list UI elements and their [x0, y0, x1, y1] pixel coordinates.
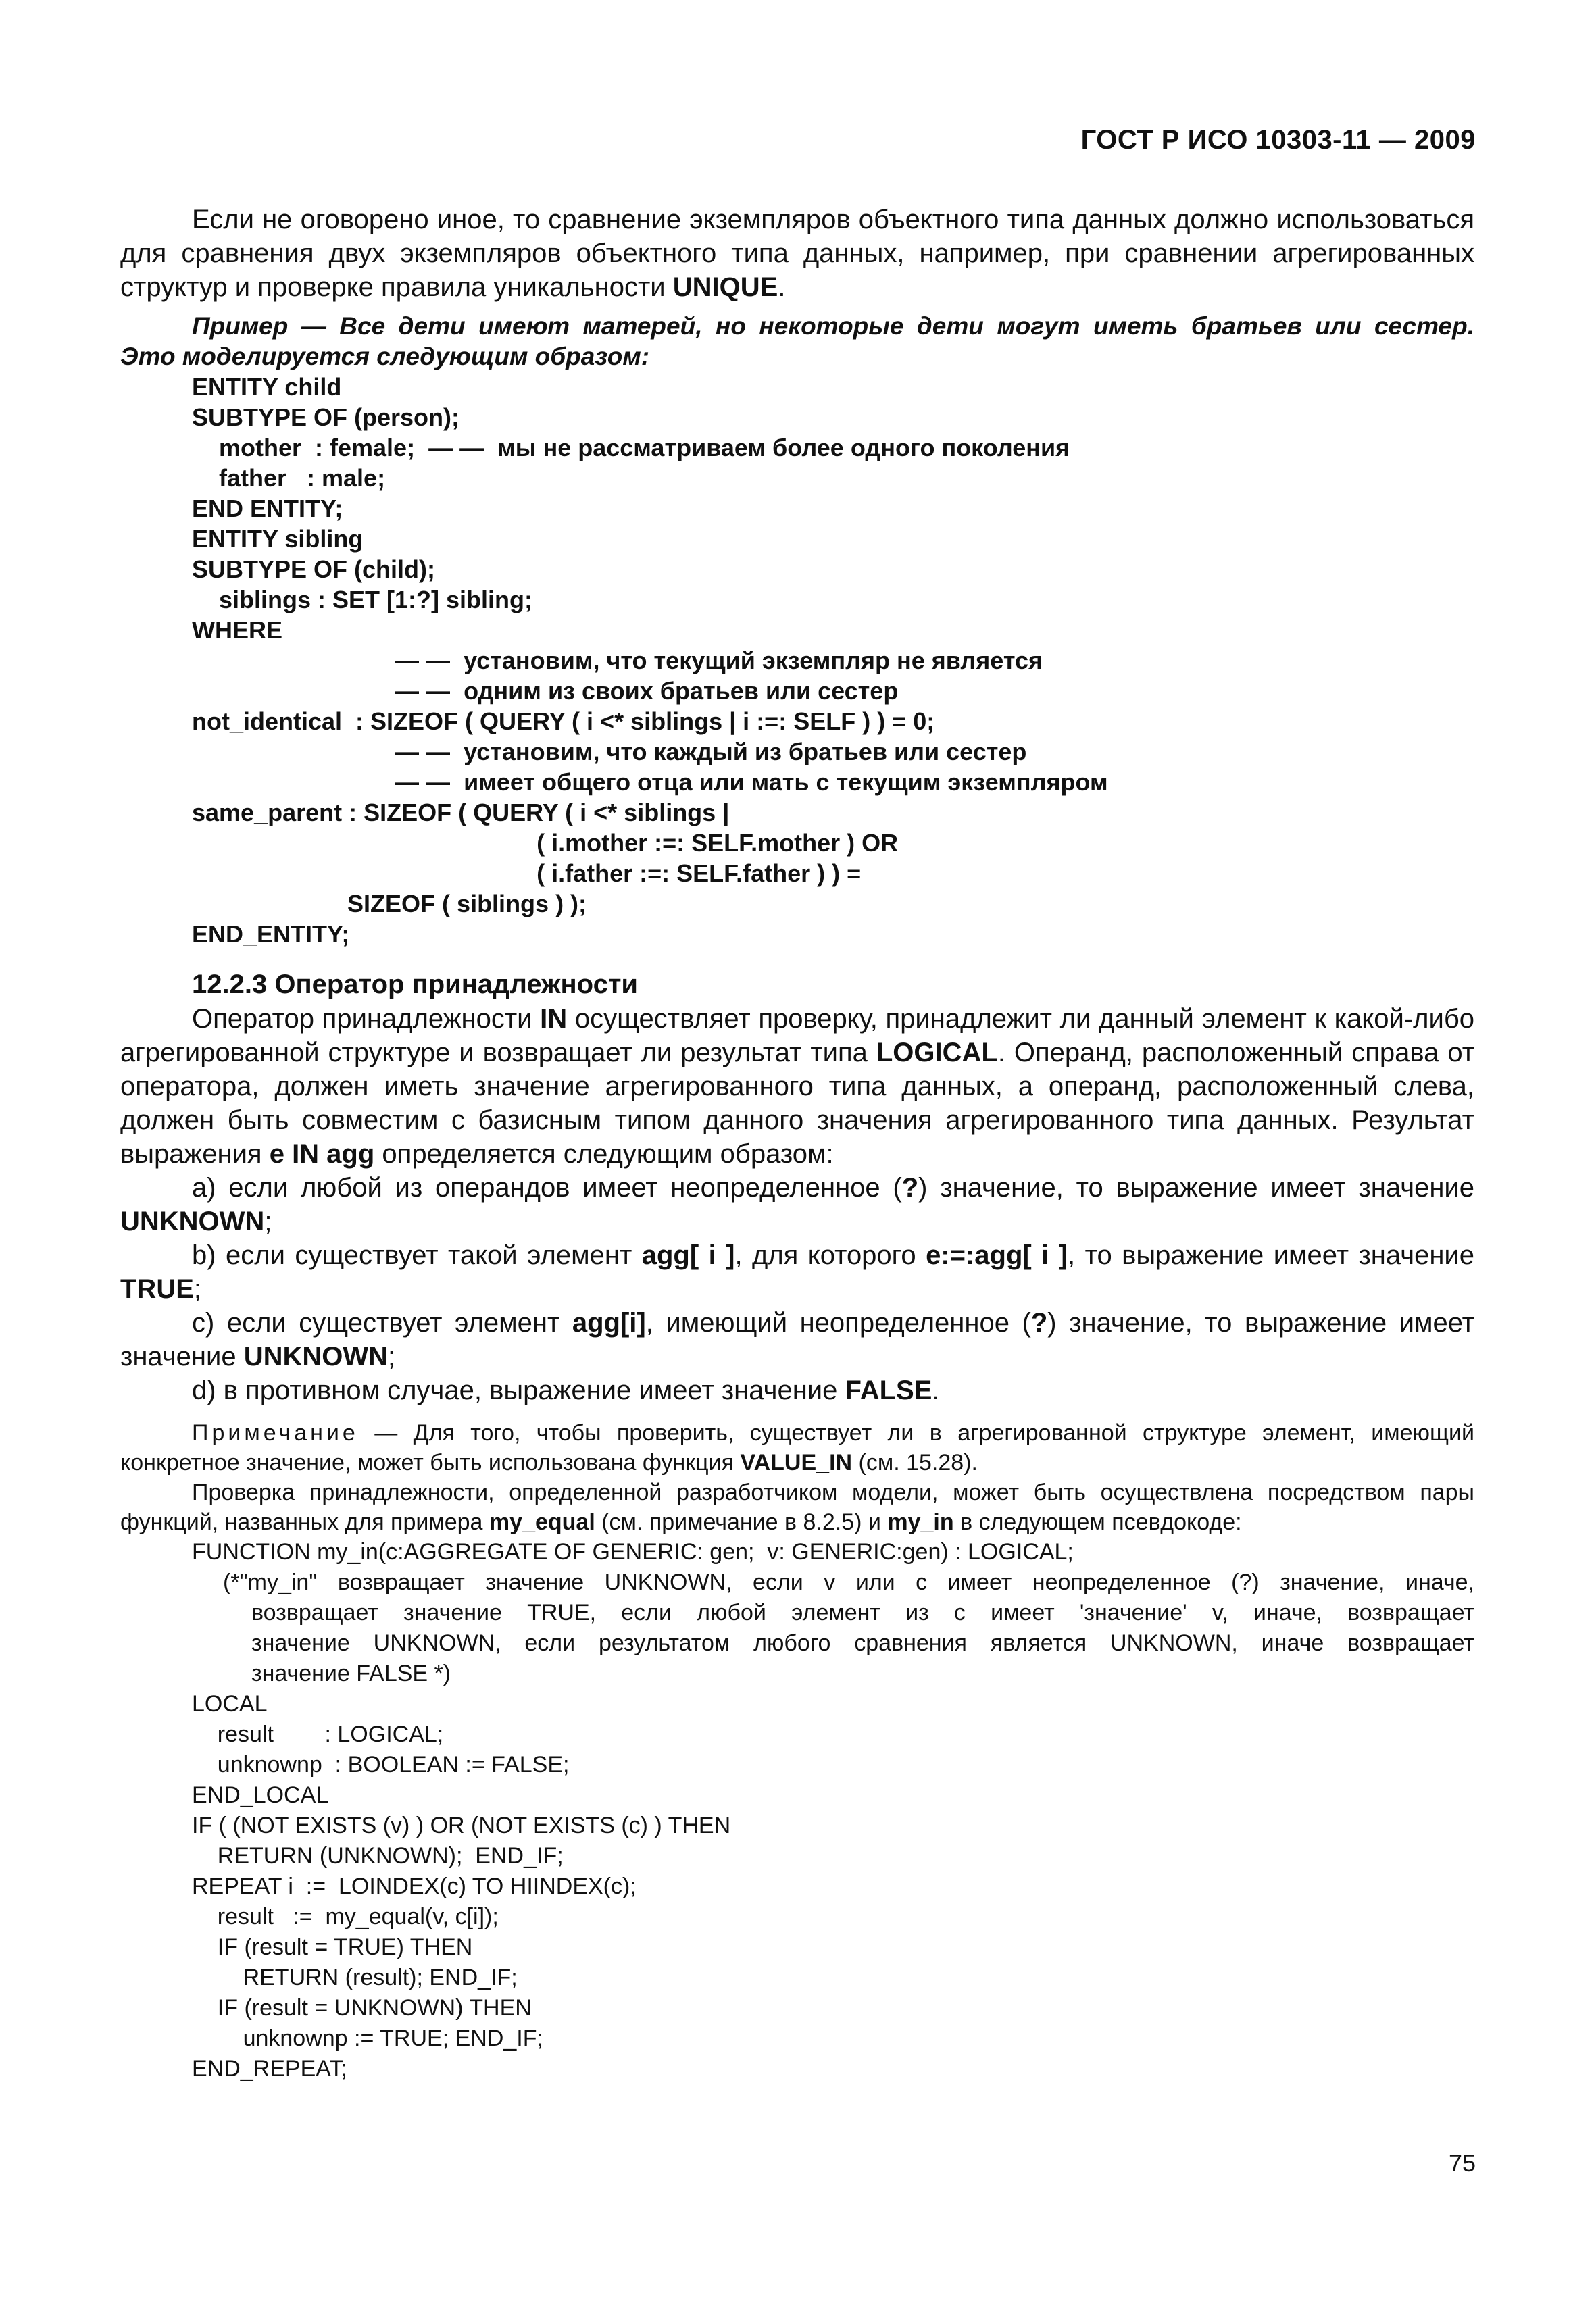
comment-line: (*"my_in" возвращает значение UNKNOWN, если v или c имеет неопределенное (?) значение, иначе, — [223, 1569, 1474, 1595]
code-line: ( i.father :=: SELF.father ) ) = — [192, 859, 862, 887]
function-my-in: my_in — [887, 1509, 954, 1535]
note-paragraph — [120, 1418, 1474, 1478]
text: ) значение, то выражение имеет значение — [120, 1308, 1474, 1372]
code-line: IF (result = TRUE) THEN — [192, 1934, 473, 1960]
unknown-mark: ? — [901, 1173, 919, 1203]
code-line: — — имеет общего отца или мать с текущим экземпляром — [192, 768, 1108, 796]
code-line: result := my_equal(v, c[i]); — [192, 1904, 499, 1930]
comment-line: значение UNKNOWN, если результатом любого сравнения является UNKNOWN, иначе возвращает — [251, 1630, 1474, 1656]
code-line: SUBTYPE OF (child); — [192, 555, 435, 583]
code-line: REPEAT i := LOINDEX(c) TO HIINDEX(c); — [192, 1873, 637, 1899]
code-line: result : LOGICAL; — [192, 1721, 444, 1747]
function-value-in: VALUE_IN — [740, 1450, 853, 1476]
unknown-mark: ? — [1030, 1308, 1048, 1338]
text: , для которого — [734, 1240, 926, 1270]
code-comment — [192, 1567, 1474, 1689]
text: . Операнд, расположенный справа от оператора, должен иметь значение агрегированного типа данных, а операнд, расположенный слева, должен быть совместим с базисным типом данного значения агрегированного типа данных. Результат выражения — [120, 1038, 1475, 1169]
code-line: siblings : SET [1:?] sibling; — [192, 586, 532, 613]
code-line: END_ENTITY; — [192, 920, 350, 948]
example-line-2: Это моделируется следующим образом: — [120, 343, 650, 370]
page-number: 75 — [1448, 2149, 1476, 2177]
expression-e-in-agg: e IN agg — [269, 1139, 375, 1169]
standard-header: ГОСТ Р ИСО 10303-11 — 2009 — [1080, 125, 1476, 155]
text: b) если существует такой элемент — [192, 1240, 642, 1270]
intro-text: Если не оговорено иное, то сравнение экземпляров объектного типа данных должно использоваться для сравнения двух экземпляров объектного типа данных, например, при сравнении агрегированных структур и проверке правила уникальности — [120, 205, 1474, 302]
value-unknown: UNKNOWN — [120, 1207, 265, 1236]
text: определяется следующим образом: — [374, 1139, 834, 1169]
value-unknown: UNKNOWN — [243, 1342, 388, 1372]
membership-paragraph — [120, 1002, 1474, 1171]
expression-agg-i: agg[i] — [572, 1308, 646, 1338]
expression-equality: e:=:agg[ i ] — [926, 1240, 1068, 1270]
code-line: END ENTITY; — [192, 495, 343, 522]
function-my-equal: my_equal — [489, 1509, 595, 1535]
text: в следующем псевдокоде: — [953, 1509, 1242, 1535]
value-false: FALSE — [845, 1376, 932, 1405]
text: (см. 15.28). — [852, 1450, 978, 1476]
code-line: LOCAL — [192, 1691, 268, 1717]
keyword-in: IN — [540, 1004, 568, 1034]
page-content — [120, 203, 1474, 2084]
keyword-unique: UNIQUE — [672, 272, 778, 302]
code-line: same_parent : SIZEOF ( QUERY ( i <* siblings | — [192, 799, 730, 826]
comment-line: возвращает значение TRUE, если любой элемент из c имеет 'значение' v, иначе, возвращает — [251, 1600, 1474, 1626]
text: ; — [193, 1274, 202, 1304]
text: (см. примечание в 8.2.5) и — [595, 1509, 888, 1535]
text: Оператор принадлежности — [192, 1004, 541, 1034]
code-line: IF (result = UNKNOWN) THEN — [192, 1995, 532, 2021]
code-line: END_LOCAL — [192, 1782, 329, 1808]
text: , то выражение имеет значение — [1068, 1240, 1475, 1270]
code-line: WHERE — [192, 616, 282, 644]
code-line: father : male; — [192, 464, 386, 492]
list-item-c — [120, 1306, 1474, 1374]
section-heading: 12.2.3 Оператор принадлежности — [192, 970, 638, 999]
code-line: ( i.mother :=: SELF.mother ) OR — [192, 829, 899, 857]
text: — Для того, чтобы проверить, существует ли в агрегированной структуре элемент, имеющий конкретное значение, может быть использована функция — [120, 1420, 1474, 1476]
list-item-b — [120, 1238, 1474, 1306]
code-line: — — установим, что текущий экземпляр не является — [192, 647, 1043, 674]
note-label: Примечание — [192, 1420, 359, 1446]
list-item-d — [120, 1374, 1474, 1407]
expression-agg-i: agg[ i ] — [641, 1240, 735, 1270]
code-line: IF ( (NOT EXISTS (v) ) OR (NOT EXISTS (c) ) THEN — [192, 1813, 731, 1838]
code-line: ENTITY sibling — [192, 525, 364, 553]
code-line: unknownp : BOOLEAN := FALSE; — [192, 1752, 570, 1778]
text: d) в противном случае, выражение имеет значение — [192, 1376, 845, 1405]
code-line: not_identical : SIZEOF ( QUERY ( i <* siblings | i :=: SELF ) ) = 0; — [192, 707, 935, 735]
code-line: RETURN (UNKNOWN); END_IF; — [192, 1843, 564, 1869]
text: ; — [388, 1342, 396, 1372]
code-line: FUNCTION my_in(c:AGGREGATE OF GENERIC: gen; v: GENERIC:gen) : LOGICAL; — [192, 1539, 1074, 1565]
code-line: ENTITY child — [192, 373, 342, 401]
value-true: TRUE — [120, 1274, 194, 1304]
function-code-block — [120, 1537, 1474, 2084]
code-line: — — одним из своих братьев или сестер — [192, 677, 899, 705]
code-line: unknownp := TRUE; END_IF; — [192, 2026, 543, 2051]
code-line: RETURN (result); END_IF; — [192, 1965, 518, 1990]
example-line-1: Пример — Все дети имеют матерей, но некоторые дети могут иметь братьев или сестер. — [192, 312, 1474, 340]
list-item-a — [120, 1171, 1474, 1238]
text: ) значение, то выражение имеет значение — [918, 1173, 1475, 1203]
code-line: END_REPEAT; — [192, 2056, 347, 2082]
intro-text-end: . — [778, 272, 786, 302]
intro-paragraph — [120, 203, 1474, 304]
code-line: — — установим, что каждый из братьев или сестер — [192, 738, 1027, 765]
text: с) если существует элемент — [192, 1308, 572, 1338]
text: Проверка принадлежности, определенной разработчиком модели, может быть осуществлена посредством пары функций, названных для примера — [120, 1480, 1474, 1535]
code-line: SUBTYPE OF (person); — [192, 403, 460, 431]
code-line: SIZEOF ( siblings ) ); — [192, 890, 587, 917]
code-line: mother : female; — — мы не рассматриваем более одного поколения — [192, 434, 1070, 461]
text: ; — [264, 1207, 272, 1236]
text: , имеющий неопределенное ( — [645, 1308, 1031, 1338]
text: а) если любой из операндов имеет неопределенное ( — [192, 1173, 902, 1203]
entity-code-block — [120, 372, 1474, 949]
comment-line: значение FALSE *) — [251, 1661, 451, 1686]
keyword-logical: LOGICAL — [876, 1038, 998, 1067]
text: . — [932, 1376, 940, 1405]
example-block — [120, 311, 1474, 372]
note-paragraph-2 — [120, 1478, 1474, 1537]
text: осуществляет проверку, принадлежит ли данный элемент к какой-либо агрегированной структуре и возвращает ли результат типа — [120, 1004, 1474, 1067]
